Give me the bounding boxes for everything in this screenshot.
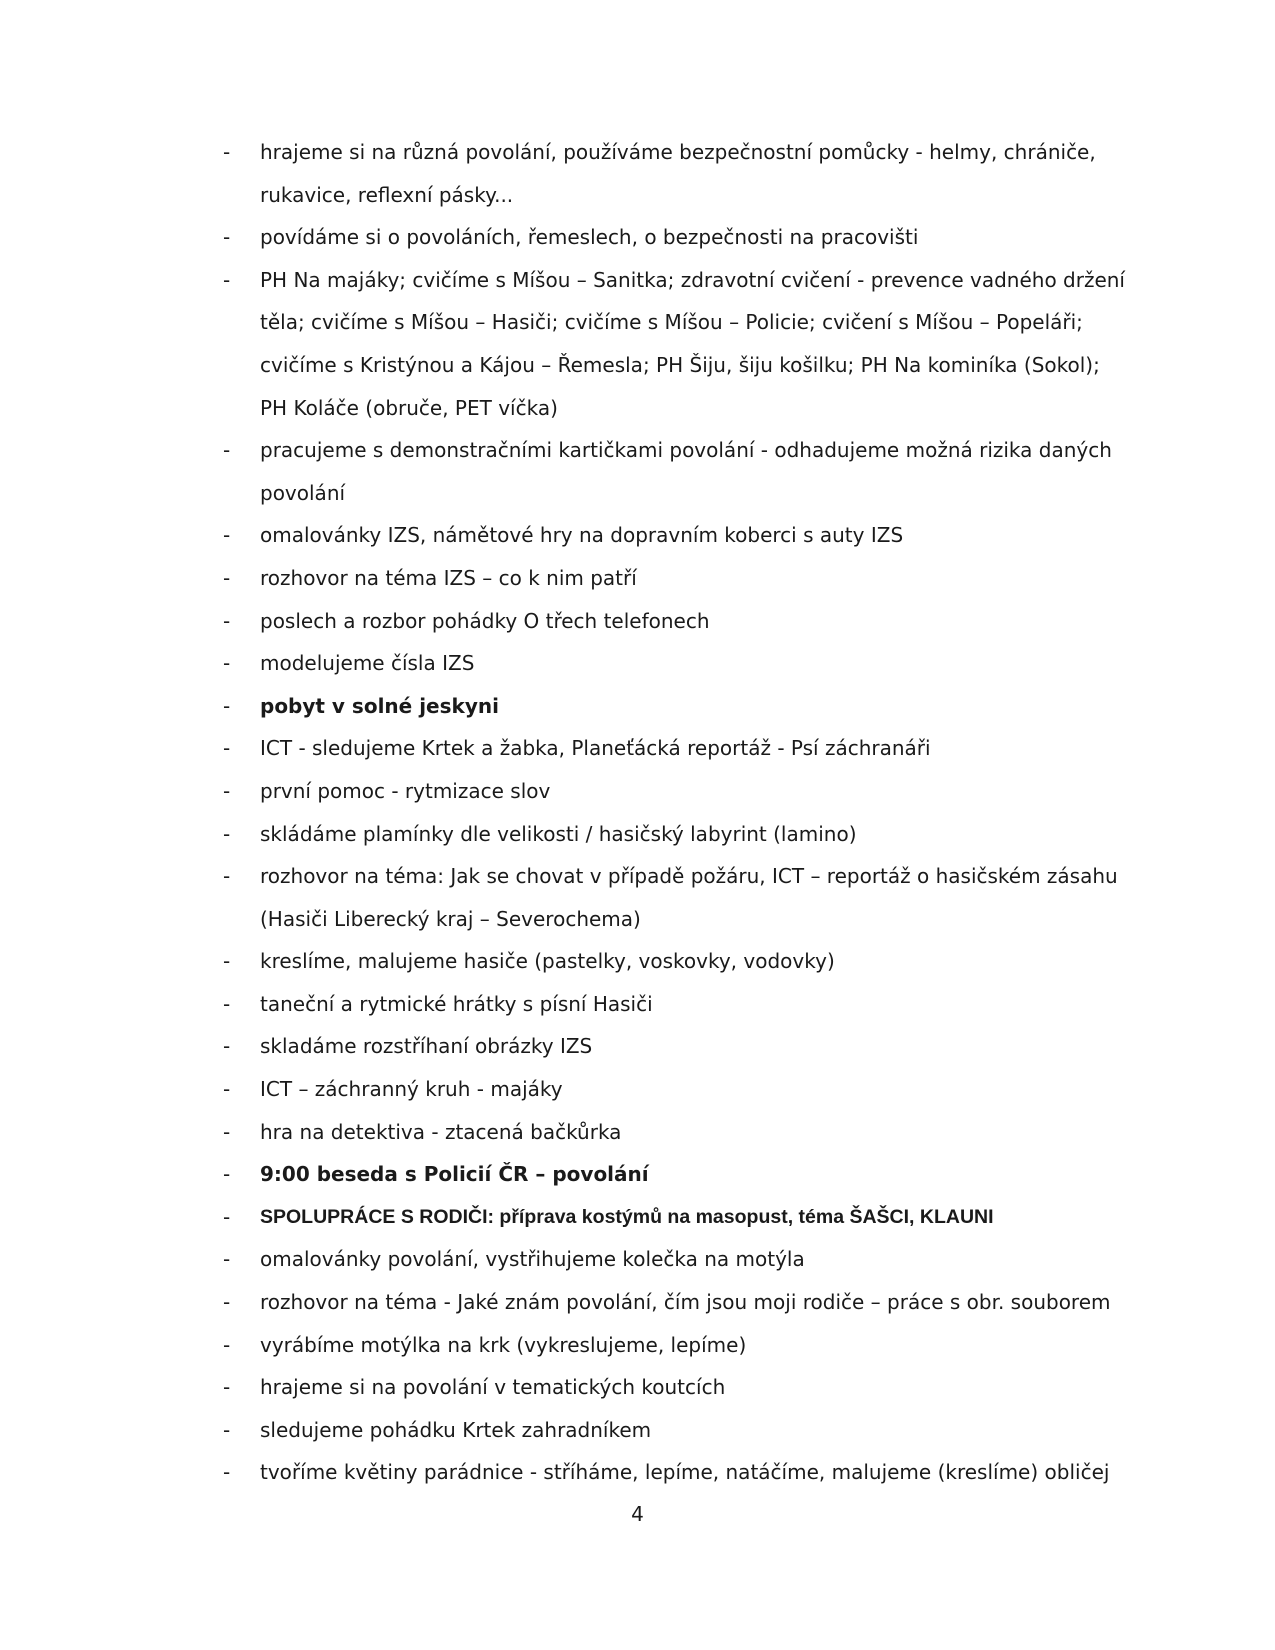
bullet-dash: - <box>223 778 231 803</box>
list-item-line: tvoříme květiny parádnice - stříháme, lepíme, natáčíme, malujeme (kreslíme) obličej <box>260 1460 1110 1485</box>
list-item <box>223 1153 1083 1196</box>
bullet-dash: - <box>223 1417 231 1442</box>
list-item <box>223 600 1083 643</box>
list-item-text <box>260 1409 1083 1452</box>
list-item-text <box>260 940 1083 983</box>
list-item <box>223 1238 1083 1281</box>
list-item-text <box>260 514 1083 557</box>
bullet-dash: - <box>223 651 231 676</box>
bullet-dash: - <box>223 1162 231 1187</box>
bullet-dash: - <box>223 225 231 250</box>
list-item-line: kreslíme, malujeme hasiče (pastelky, voskovky, vodovky) <box>260 949 835 974</box>
list-item-line: omalovánky povolání, vystřihujeme kolečka na motýla <box>260 1247 805 1272</box>
list-item-text <box>260 770 1083 813</box>
list-item-line: taneční a rytmické hrátky s písní Hasiči <box>260 991 653 1016</box>
list-item-text <box>260 1111 1083 1154</box>
list-item-text <box>260 1238 1083 1281</box>
list-item <box>223 642 1083 685</box>
bullet-dash: - <box>223 1332 231 1357</box>
list-item-line: PH Na majáky; cvičíme s Míšou – Sanitka; zdravotní cvičení - prevence vadného držení <box>260 267 1125 292</box>
list-item-text <box>260 1068 1083 1111</box>
list-item <box>223 940 1083 983</box>
list-item-text <box>260 1025 1083 1068</box>
list-item-text <box>260 1324 1083 1367</box>
list-item-line: hrajeme si na různá povolání, používáme bezpečnostní pomůcky - helmy, chrániče, <box>260 140 1096 164</box>
bullet-dash: - <box>223 1204 231 1229</box>
list-item <box>223 770 1083 813</box>
list-item-line: ICT - sledujeme Krtek a žabka, Planeťácká reportáž - Psí záchranáři <box>260 736 931 761</box>
list-item <box>223 514 1083 557</box>
bullet-dash: - <box>223 140 231 164</box>
bullet-dash: - <box>223 821 231 846</box>
list-item-line: modelujeme čísla IZS <box>260 651 475 676</box>
bullet-dash: - <box>223 565 231 590</box>
list-item-text <box>260 259 1125 429</box>
bullet-dash: - <box>223 523 231 548</box>
bullet-dash: - <box>223 693 231 718</box>
list-item <box>223 1366 1083 1409</box>
list-item <box>223 259 1125 429</box>
list-item-line: 9:00 beseda s Policií ČR – povolání <box>260 1162 649 1187</box>
list-item-line: rozhovor na téma: Jak se chovat v případě požáru, ICT – reportáž o hasičském zásahu <box>260 864 1118 889</box>
list-item-line: povídáme si o povoláních, řemeslech, o bezpečnosti na pracovišti <box>260 225 919 250</box>
list-item <box>223 855 1118 940</box>
bullet-dash: - <box>223 1290 231 1315</box>
list-item-text <box>260 642 1083 685</box>
list-item-line: hrajeme si na povolání v tematických koutcích <box>260 1375 726 1400</box>
list-item <box>223 727 1083 770</box>
page-number: 4 <box>631 1502 644 1526</box>
list-item-text <box>260 557 1083 600</box>
list-item <box>223 813 1083 856</box>
list-item-text <box>260 131 1096 216</box>
list-item-line: omalovánky IZS, námětové hry na dopravním koberci s auty IZS <box>260 523 904 548</box>
list-item <box>223 1324 1083 1367</box>
list-item <box>223 1025 1083 1068</box>
list-item-line: hra na detektiva - ztacená bačkůrka <box>260 1119 622 1144</box>
list-item-line: SPOLUPRÁCE S RODIČI: příprava kostýmů na masopust, téma ŠAŠCI, KLAUNI <box>260 1205 994 1228</box>
bullet-dash: - <box>223 608 231 633</box>
list-item-line: rukavice, reflexní pásky... <box>260 182 514 207</box>
bullet-dash: - <box>223 1460 231 1485</box>
list-item-line: pracujeme s demonstračními kartičkami povolání - odhadujeme možná rizika daných <box>260 438 1112 463</box>
bullet-dash: - <box>223 949 231 974</box>
list-item-line: vyrábíme motýlka na krk (vykreslujeme, lepíme) <box>260 1332 747 1357</box>
activity-list <box>223 131 1125 1494</box>
list-item-text <box>260 1451 1109 1494</box>
list-item <box>223 1451 1110 1494</box>
list-item-line: těla; cvičíme s Míšou – Hasiči; cvičíme s Míšou – Policie; cvičení s Míšou – Popeláři; <box>260 310 1083 335</box>
bullet-dash: - <box>223 267 231 292</box>
bullet-dash: - <box>223 864 231 889</box>
list-item-line: první pomoc - rytmizace slov <box>260 778 551 803</box>
list-item-text <box>260 813 1083 856</box>
bullet-dash: - <box>223 991 231 1016</box>
list-item-text <box>260 1196 1083 1239</box>
list-item-text <box>260 1153 1083 1196</box>
list-item-line: cvičíme s Kristýnou a Kájou – Řemesla; PH Šiju, šiju košilku; PH Na kominíka (Sokol); <box>260 352 1100 377</box>
list-item-line: sledujeme pohádku Krtek zahradníkem <box>260 1417 652 1442</box>
list-item-line: PH Koláče (obruče, PET víčka) <box>260 395 558 420</box>
list-item-line: skládáme plamínky dle velikosti / hasičský labyrint (lamino) <box>260 821 857 846</box>
list-item-line: rozhovor na téma IZS – co k nim patří <box>260 565 637 590</box>
list-item-line: pobyt v solné jeskyni <box>260 693 499 718</box>
bullet-dash: - <box>223 1077 231 1102</box>
list-item <box>223 1111 1083 1154</box>
bullet-dash: - <box>223 1375 231 1400</box>
list-item <box>223 1068 1083 1111</box>
list-item-text <box>260 1366 1083 1409</box>
list-item <box>223 216 1083 259</box>
list-item <box>223 131 1096 216</box>
list-item-text <box>260 727 1083 770</box>
list-item-text <box>260 1281 1111 1324</box>
list-item <box>223 1281 1111 1324</box>
bullet-dash: - <box>223 438 231 463</box>
list-item <box>223 429 1112 514</box>
bullet-dash: - <box>223 1119 231 1144</box>
bullet-dash: - <box>223 736 231 761</box>
list-item-line: ICT – záchranný kruh - majáky <box>260 1077 563 1102</box>
list-item-line: skladáme rozstříhaní obrázky IZS <box>260 1034 593 1059</box>
list-item <box>223 557 1083 600</box>
list-item-line: (Hasiči Liberecký kraj – Severochema) <box>260 906 641 931</box>
list-item <box>223 685 1083 728</box>
list-item <box>223 1196 1083 1239</box>
bullet-dash: - <box>223 1034 231 1059</box>
bullet-dash: - <box>223 1247 231 1272</box>
list-item <box>223 983 1083 1026</box>
list-item-line: poslech a rozbor pohádky O třech telefonech <box>260 608 710 633</box>
list-item-text <box>260 216 1083 259</box>
list-item <box>223 1409 1083 1452</box>
list-item-text <box>260 983 1083 1026</box>
list-item-text <box>260 855 1118 940</box>
list-item-line: rozhovor na téma - Jaké znám povolání, čím jsou moji rodiče – práce s obr. souborem <box>260 1290 1111 1315</box>
list-item-line: povolání <box>260 480 346 505</box>
list-item-text <box>260 685 1083 728</box>
list-item-text <box>260 429 1112 514</box>
list-item-text <box>260 600 1083 643</box>
